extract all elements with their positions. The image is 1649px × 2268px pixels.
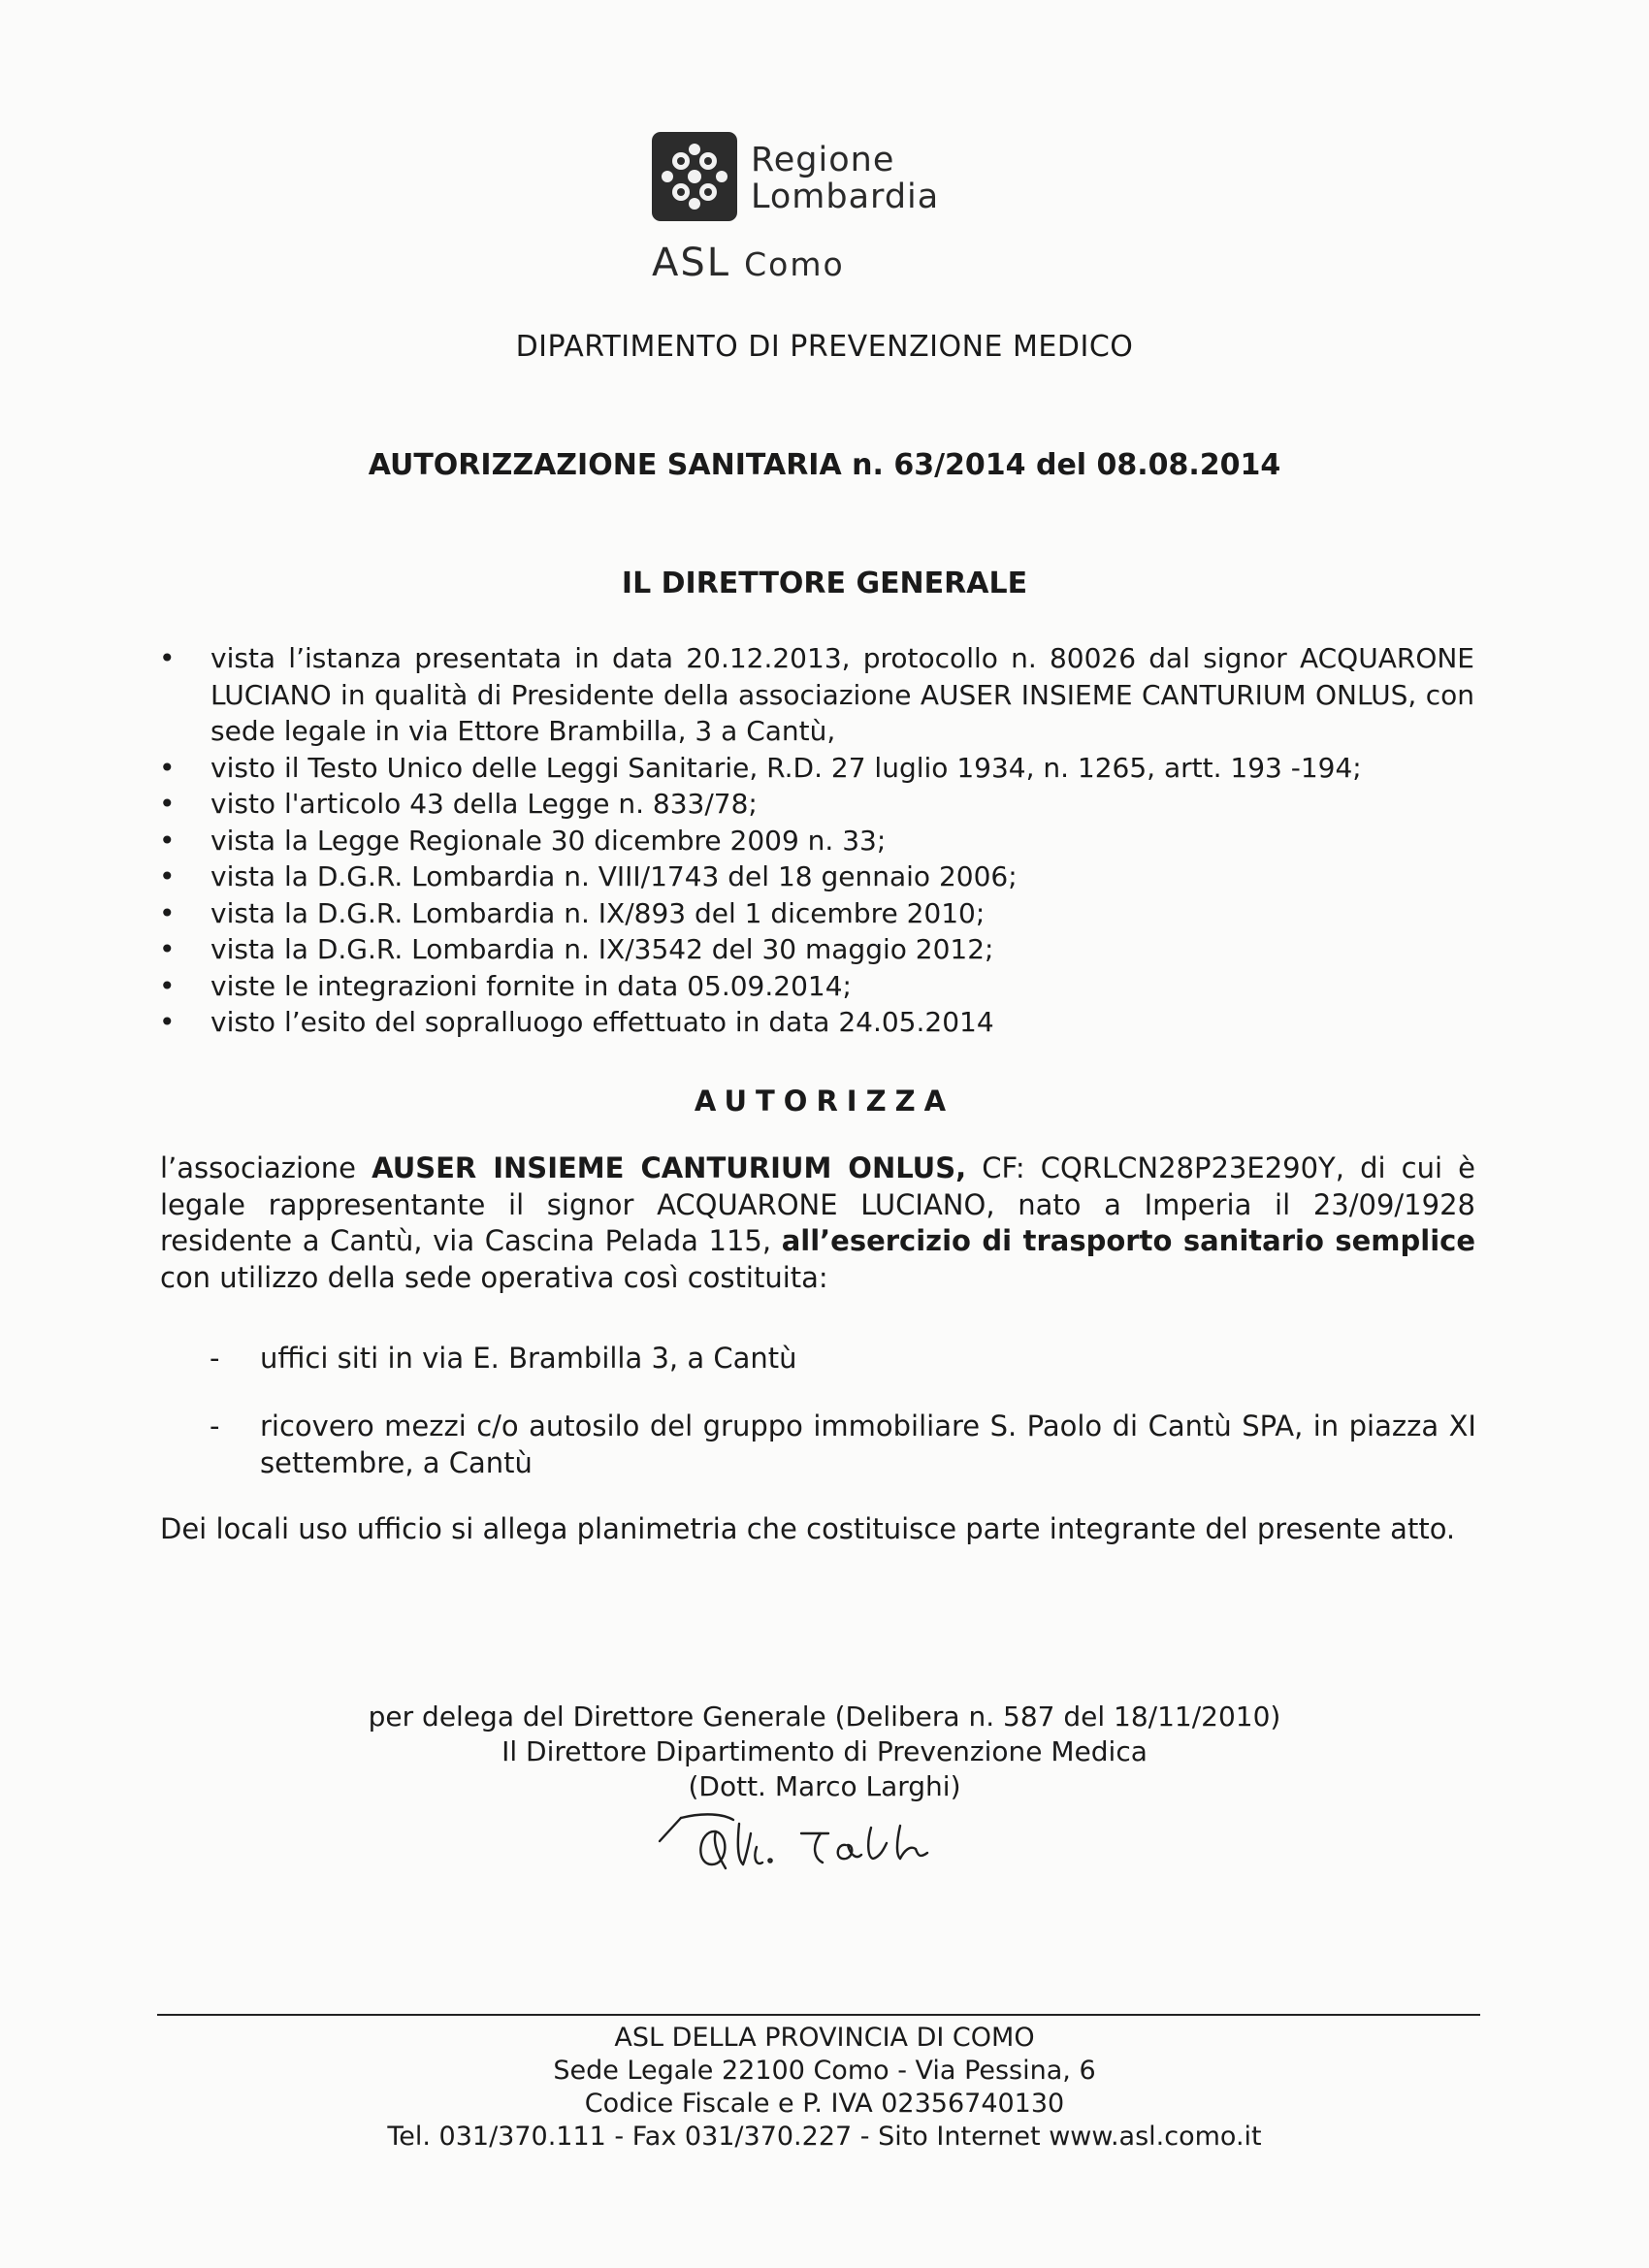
premise-item <box>155 823 1474 859</box>
authorized-activity: all’esercizio di trasporto sanitario semplice <box>781 1224 1475 1257</box>
logo-text <box>751 142 939 215</box>
authorization-title: AUTORIZZAZIONE SANITARIA n. 63/2014 del 08.08.2014 <box>368 448 1281 482</box>
premise-item <box>155 786 1474 823</box>
premise-text: vista la D.G.R. Lombardia n. IX/3542 del 30 maggio 2012; <box>210 933 994 965</box>
authorizes-heading: AUTORIZZA <box>694 1085 955 1118</box>
premise-item <box>155 895 1474 932</box>
footer-line: Tel. 031/370.111 - Fax 031/370.227 - Sito Internet www.asl.como.it <box>387 2122 1262 2152</box>
handwritten-signature <box>656 1804 1005 1886</box>
paragraph-text: CF: CQRLCN28P23E290Y, di cui è legale rappresentante il signor ACQUARONE LUCIANO, nato a Imperia il 23/09/1928 residente a Cantù, via Cascina Pelada 115, <box>160 1151 1475 1257</box>
footer-line: Codice Fiscale e P. IVA 02356740130 <box>584 2089 1065 2119</box>
premises-list <box>155 640 1474 1041</box>
premise-item <box>155 968 1474 1005</box>
premise-text: viste le integrazioni fornite in data 05.09.2014; <box>210 969 852 1002</box>
dash-glyph: - <box>210 1342 220 1375</box>
asl-city: Como <box>744 245 845 283</box>
director-title: IL DIRETTORE GENERALE <box>621 567 1028 600</box>
footer-line: Sede Legale 22100 Como - Via Pessina, 6 <box>553 2056 1096 2086</box>
location-text: uffici siti in via E. Brambilla 3, a Cantù <box>260 1342 797 1375</box>
bullet-glyph: • <box>159 751 176 784</box>
bullet-glyph: • <box>159 969 176 1002</box>
footer <box>0 2022 1649 2154</box>
bullet-glyph: • <box>159 860 176 892</box>
bullet-glyph: • <box>159 896 176 929</box>
closing-paragraph: Dei locali uso ufficio si allega planimetria che costituisce parte integrante del presente atto. <box>160 1512 1456 1545</box>
footer-line: ASL DELLA PROVINCIA DI COMO <box>614 2023 1035 2053</box>
rosa-camuna-icon <box>652 132 737 221</box>
bullet-glyph: • <box>159 933 176 965</box>
dash-glyph: - <box>210 1409 220 1442</box>
bullet-glyph: • <box>159 1006 176 1038</box>
premise-item <box>155 640 1474 750</box>
location-list-item <box>204 1409 1476 1481</box>
premise-text: vista la Legge Regionale 30 dicembre 2009 n. 33; <box>210 824 887 857</box>
delegation-line: per delega del Direttore Generale (Delibera n. 587 del 18/11/2010) <box>368 1701 1281 1733</box>
location-list-item <box>204 1341 1476 1377</box>
premise-item <box>155 931 1474 968</box>
premise-item <box>155 1004 1474 1041</box>
logo-line-lombardia: Lombardia <box>751 178 940 216</box>
regione-lombardia-logo <box>652 132 982 229</box>
asl-label: ASL <box>652 241 731 285</box>
bullet-glyph: • <box>159 824 176 857</box>
premise-item <box>155 750 1474 787</box>
bullet-glyph: • <box>159 788 176 820</box>
authorization-paragraph <box>160 1150 1475 1296</box>
logo-line-regione: Regione <box>751 141 895 179</box>
bullet-glyph: • <box>159 642 176 674</box>
location-text: ricovero mezzi c/o autosilo del gruppo immobiliare S. Paolo di Cantù SPA, in piazza XI settembre, a Cantù <box>260 1409 1476 1479</box>
paragraph-text: con utilizzo della sede operativa così costituita: <box>160 1260 828 1294</box>
signature-block <box>0 1700 1649 1804</box>
association-name: AUSER INSIEME CANTURIUM ONLUS, <box>372 1151 967 1184</box>
footer-rule <box>157 2014 1480 2016</box>
department-heading: DIPARTIMENTO DI PREVENZIONE MEDICO <box>515 330 1134 364</box>
premise-text: vista la D.G.R. Lombardia n. VIII/1743 del 18 gennaio 2006; <box>210 860 1018 892</box>
signer-role: Il Direttore Dipartimento di Prevenzione Medica <box>501 1735 1148 1767</box>
premise-text: vista l’istanza presentata in data 20.12.2013, protocollo n. 80026 dal signor ACQUARONE LUCIANO in qualità di Presidente della associazione AUSER INSIEME CANTURIUM ONLUS, con sede legale in via Ettore Brambilla, 3 a Cantù, <box>210 642 1474 747</box>
signer-name: (Dott. Marco Larghi) <box>688 1770 961 1802</box>
premise-text: visto il Testo Unico delle Leggi Sanitarie, R.D. 27 luglio 1934, n. 1265, artt. 193 -194; <box>210 751 1362 784</box>
premise-text: visto l’esito del sopralluogo effettuato in data 24.05.2014 <box>210 1006 994 1038</box>
premise-text: vista la D.G.R. Lombardia n. IX/893 del 1 dicembre 2010; <box>210 896 986 929</box>
paragraph-text: l’associazione <box>160 1151 372 1184</box>
premise-text: visto l'articolo 43 della Legge n. 833/78; <box>210 788 758 820</box>
premise-item <box>155 859 1474 895</box>
asl-heading <box>652 241 904 285</box>
